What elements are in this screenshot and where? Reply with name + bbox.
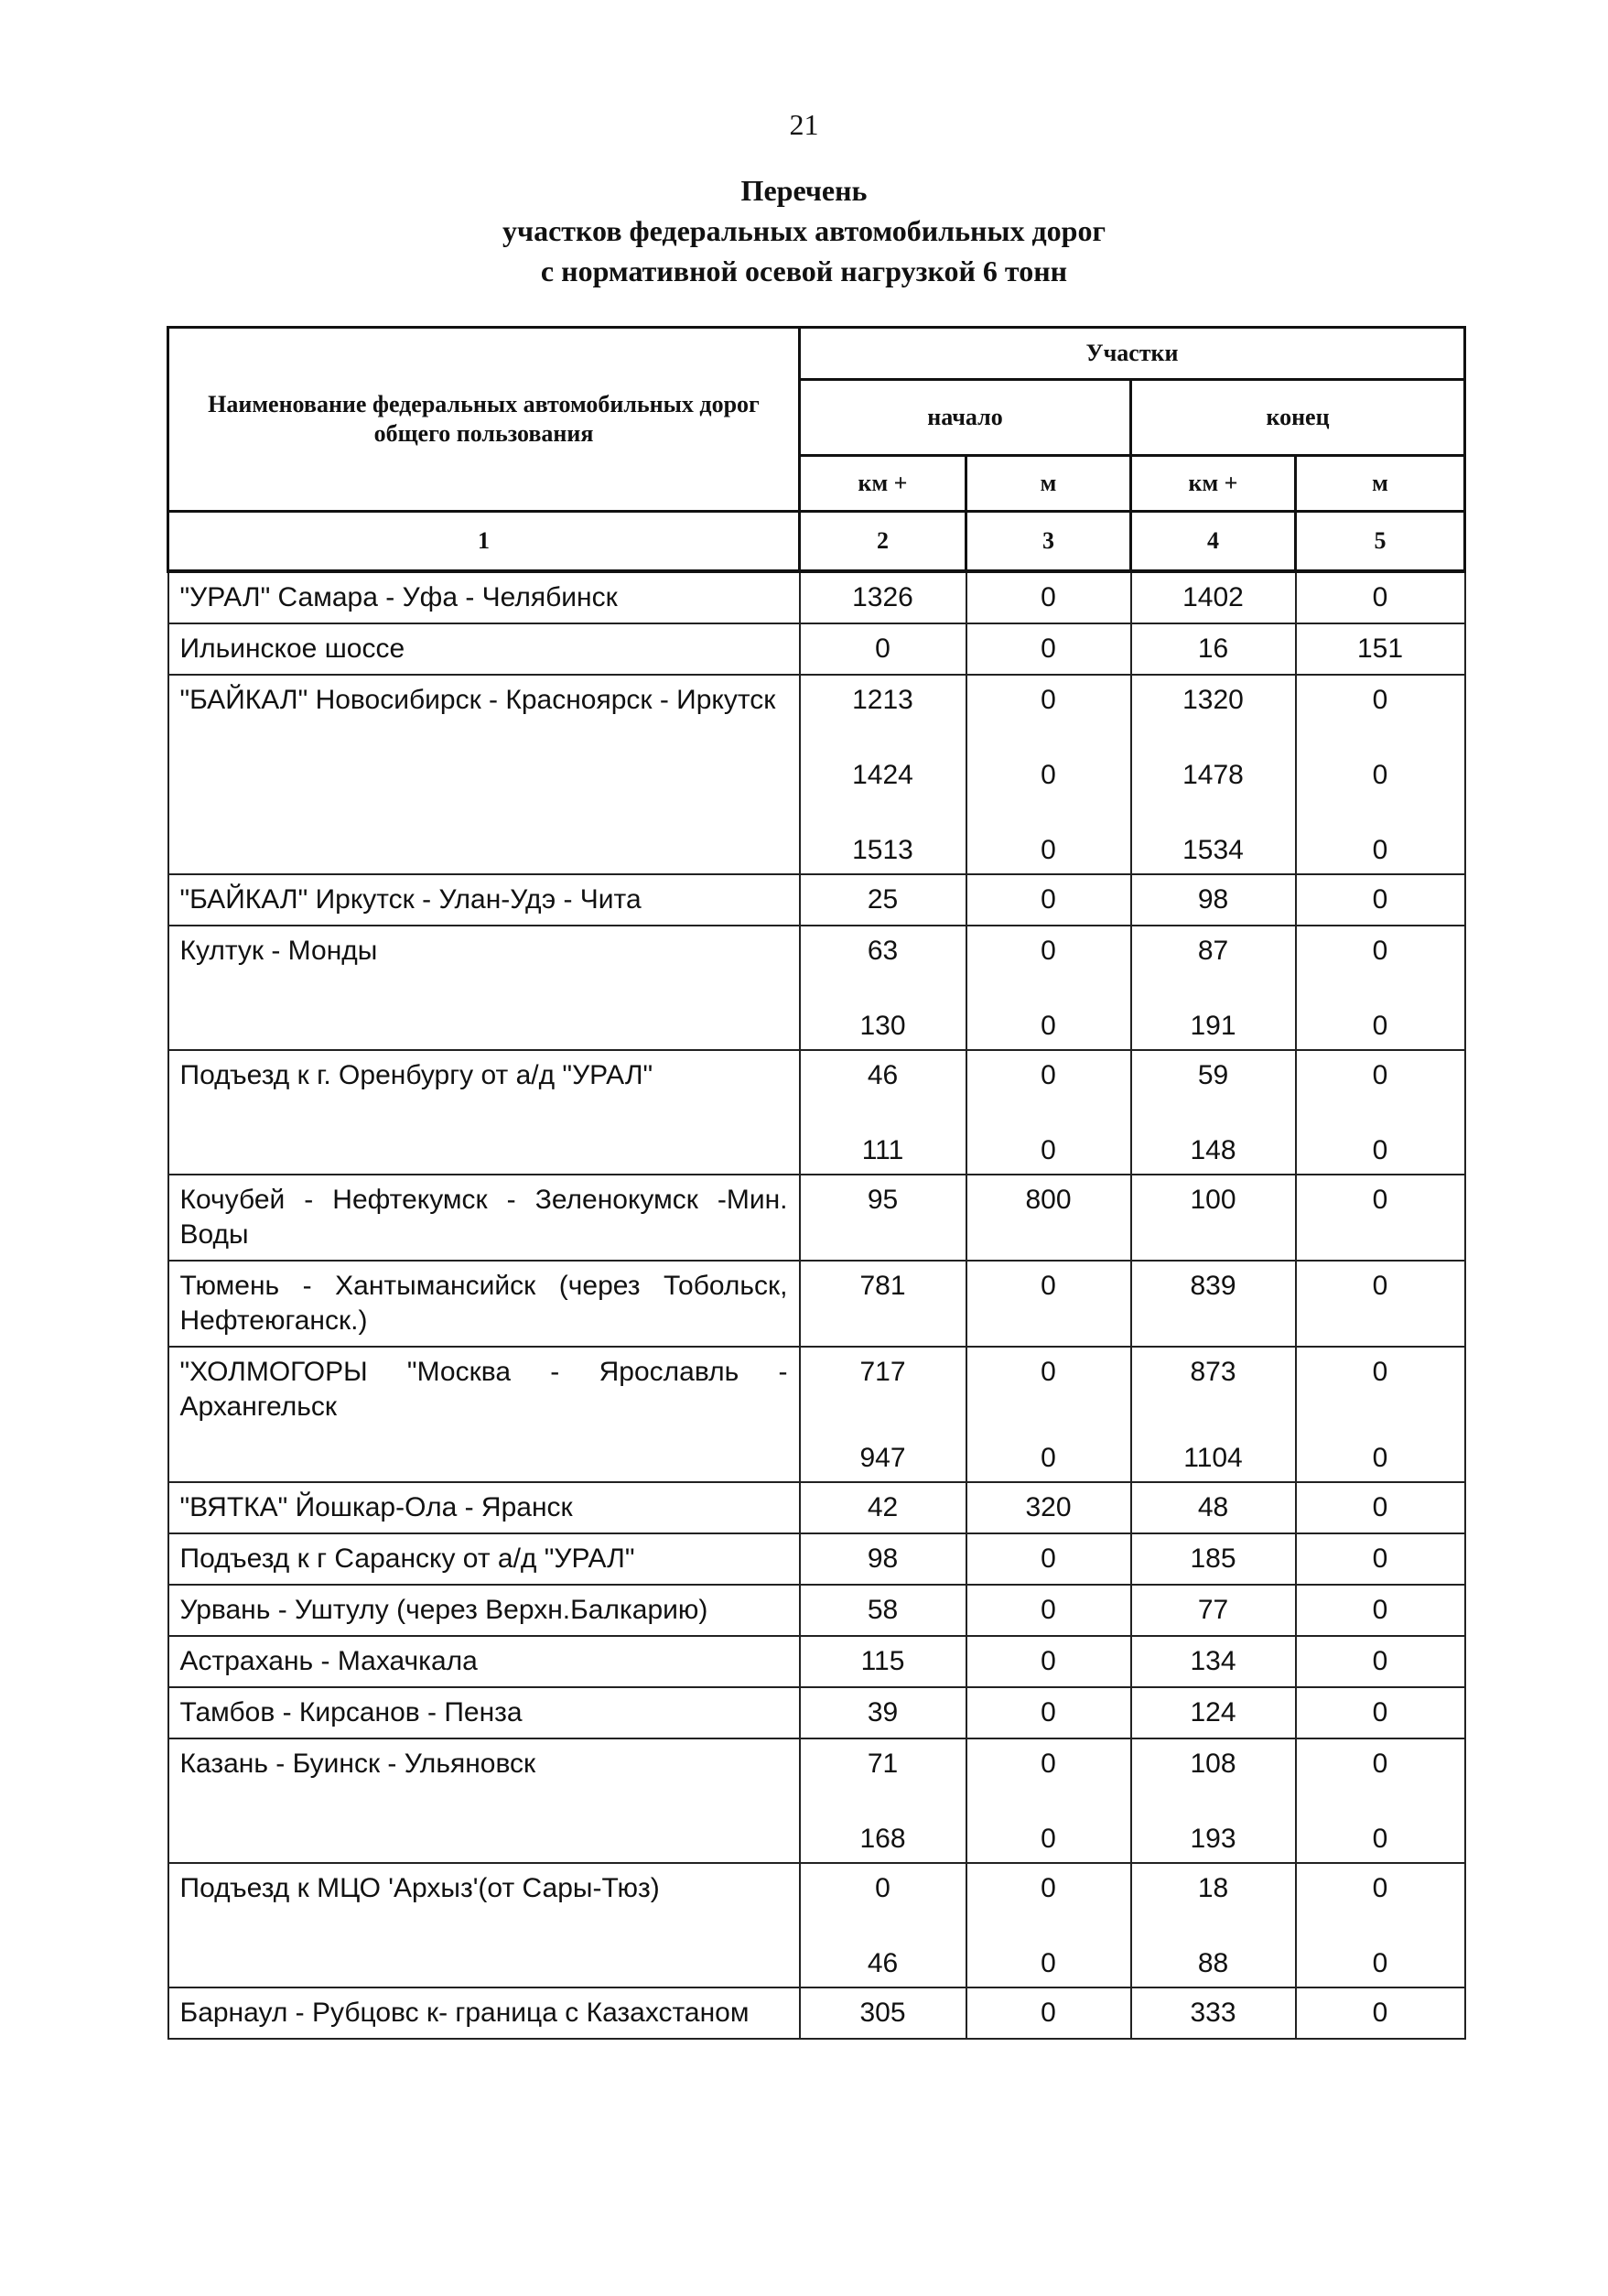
end-m-cell: 0: [1296, 1347, 1465, 1395]
table-row: [168, 675, 1465, 723]
start-m-cell: 0: [966, 1347, 1131, 1395]
start-km-cell: 0: [800, 1863, 966, 1912]
road-name-cell: Подъезд к г Саранску от а/д "УРАЛ": [168, 1533, 800, 1585]
start-m-cell: 0: [966, 723, 1131, 798]
end-km-cell: 88: [1131, 1912, 1296, 1987]
end-km-cell: 100: [1131, 1175, 1296, 1261]
table-row: [168, 1738, 1465, 1787]
road-name-cell: Култук - Монды: [168, 926, 800, 1050]
start-m-cell: 0: [966, 926, 1131, 974]
end-m-cell: 0: [1296, 1912, 1465, 1987]
header-road-name: Наименование федеральных автомобильных дорог общего пользования: [168, 328, 800, 512]
header-sections: Участки: [800, 328, 1465, 380]
end-km-cell: 124: [1131, 1687, 1296, 1738]
table-row: [168, 571, 1465, 623]
table-row: [168, 1261, 1465, 1347]
end-km-cell: 839: [1131, 1261, 1296, 1347]
table-body: [168, 571, 1465, 2039]
end-m-cell: 0: [1296, 1636, 1465, 1687]
start-m-cell: 0: [966, 1687, 1131, 1738]
end-m-cell: 0: [1296, 1987, 1465, 2039]
roads-table: [167, 326, 1466, 2040]
end-m-cell: 0: [1296, 926, 1465, 974]
road-name-cell: Тюмень - Хантымансийск (через Тобольск, Нефтеюганск.): [168, 1261, 800, 1347]
end-m-cell: 0: [1296, 1261, 1465, 1347]
road-name-cell: Урвань - Уштулу (через Верхн.Балкарию): [168, 1585, 800, 1636]
table-row: [168, 1050, 1465, 1099]
start-km-cell: 947: [800, 1395, 966, 1482]
header-start-m: м: [966, 456, 1131, 512]
start-m-cell: 0: [966, 1863, 1131, 1912]
column-number: 5: [1296, 512, 1465, 572]
end-km-cell: 193: [1131, 1787, 1296, 1863]
start-km-cell: 1424: [800, 723, 966, 798]
end-km-cell: 59: [1131, 1050, 1296, 1099]
header-start: начало: [800, 380, 1131, 456]
end-m-cell: 0: [1296, 1585, 1465, 1636]
start-m-cell: 0: [966, 1585, 1131, 1636]
end-km-cell: 18: [1131, 1863, 1296, 1912]
end-km-cell: 108: [1131, 1738, 1296, 1787]
header-end-km: км +: [1131, 456, 1296, 512]
end-km-cell: 873: [1131, 1347, 1296, 1395]
end-km-cell: 1402: [1131, 571, 1296, 623]
road-name-cell: Тамбов - Кирсанов - Пенза: [168, 1687, 800, 1738]
start-m-cell: 0: [966, 623, 1131, 675]
start-m-cell: 800: [966, 1175, 1131, 1261]
end-m-cell: 0: [1296, 1738, 1465, 1787]
road-name-cell: Подъезд к МЦО 'Архыз'(от Сары-Тюз): [168, 1863, 800, 1987]
road-name-cell: Ильинское шоссе: [168, 623, 800, 675]
start-km-cell: 63: [800, 926, 966, 974]
start-m-cell: 0: [966, 1261, 1131, 1347]
end-m-cell: 0: [1296, 798, 1465, 874]
table-row: [168, 1987, 1465, 2039]
end-m-cell: 0: [1296, 1050, 1465, 1099]
column-number: 2: [800, 512, 966, 572]
header-end-m: м: [1296, 456, 1465, 512]
header-start-km: км +: [800, 456, 966, 512]
start-km-cell: 95: [800, 1175, 966, 1261]
start-km-cell: 130: [800, 974, 966, 1050]
road-name-cell: "ХОЛМОГОРЫ "Москва - Ярославль - Архангельск: [168, 1347, 800, 1482]
end-km-cell: 1534: [1131, 798, 1296, 874]
page-number: 21: [789, 108, 819, 141]
start-km-cell: 98: [800, 1533, 966, 1585]
end-m-cell: 0: [1296, 1787, 1465, 1863]
start-km-cell: 46: [800, 1050, 966, 1099]
title-line-3: с нормативной осевой нагрузкой 6 тонн: [540, 255, 1068, 287]
end-m-cell: 0: [1296, 675, 1465, 723]
table-row: [168, 1636, 1465, 1687]
start-m-cell: 0: [966, 874, 1131, 926]
end-km-cell: 148: [1131, 1099, 1296, 1175]
title-line-1: Перечень: [740, 174, 868, 207]
column-number: 4: [1131, 512, 1296, 572]
table-row: [168, 926, 1465, 974]
end-km-cell: 1478: [1131, 723, 1296, 798]
start-km-cell: 46: [800, 1912, 966, 1987]
table-row: [168, 1585, 1465, 1636]
start-m-cell: 0: [966, 1395, 1131, 1482]
table-row: [168, 1347, 1465, 1395]
start-km-cell: 305: [800, 1987, 966, 2039]
start-km-cell: 115: [800, 1636, 966, 1687]
road-name-cell: Казань - Буинск - Ульяновск: [168, 1738, 800, 1863]
start-km-cell: 1513: [800, 798, 966, 874]
table-row: [168, 1175, 1465, 1261]
end-km-cell: 333: [1131, 1987, 1296, 2039]
start-km-cell: 717: [800, 1347, 966, 1395]
start-m-cell: 0: [966, 675, 1131, 723]
road-name-cell: "БАЙКАЛ" Иркутск - Улан-Удэ - Чита: [168, 874, 800, 926]
start-m-cell: 0: [966, 1050, 1131, 1099]
start-m-cell: 0: [966, 1787, 1131, 1863]
road-name-cell: "БАЙКАЛ" Новосибирск - Красноярск - Иркутск: [168, 675, 800, 874]
end-km-cell: 98: [1131, 874, 1296, 926]
start-km-cell: 0: [800, 623, 966, 675]
end-km-cell: 191: [1131, 974, 1296, 1050]
road-name-cell: Барнаул - Рубцовс к- граница с Казахстаном: [168, 1987, 800, 2039]
start-km-cell: 39: [800, 1687, 966, 1738]
start-m-cell: 0: [966, 1987, 1131, 2039]
start-km-cell: 111: [800, 1099, 966, 1175]
start-m-cell: 0: [966, 1533, 1131, 1585]
start-m-cell: 0: [966, 974, 1131, 1050]
road-name-cell: Кочубей - Нефтекумск - Зеленокумск -Мин. Воды: [168, 1175, 800, 1261]
start-km-cell: 42: [800, 1482, 966, 1533]
road-name-cell: "ВЯТКА" Йошкар-Ола - Яранск: [168, 1482, 800, 1533]
table-row: [168, 874, 1465, 926]
end-m-cell: 0: [1296, 874, 1465, 926]
road-name-cell: "УРАЛ" Самара - Уфа - Челябинск: [168, 571, 800, 623]
table-row: [168, 1533, 1465, 1585]
document-title: [0, 170, 1608, 291]
end-km-cell: 16: [1131, 623, 1296, 675]
title-line-2: участков федеральных автомобильных дорог: [502, 214, 1106, 247]
start-km-cell: 58: [800, 1585, 966, 1636]
start-m-cell: 0: [966, 1912, 1131, 1987]
end-km-cell: 185: [1131, 1533, 1296, 1585]
end-m-cell: 0: [1296, 1482, 1465, 1533]
end-m-cell: 0: [1296, 1099, 1465, 1175]
end-km-cell: 77: [1131, 1585, 1296, 1636]
road-name-cell: Подъезд к г. Оренбургу от а/д "УРАЛ": [168, 1050, 800, 1175]
end-m-cell: 0: [1296, 1863, 1465, 1912]
table-row: [168, 1687, 1465, 1738]
end-km-cell: 1104: [1131, 1395, 1296, 1482]
end-m-cell: 151: [1296, 623, 1465, 675]
end-km-cell: 134: [1131, 1636, 1296, 1687]
end-m-cell: 0: [1296, 723, 1465, 798]
start-km-cell: 168: [800, 1787, 966, 1863]
end-m-cell: 0: [1296, 1533, 1465, 1585]
end-m-cell: 0: [1296, 1395, 1465, 1482]
end-km-cell: 48: [1131, 1482, 1296, 1533]
start-m-cell: 0: [966, 1738, 1131, 1787]
table-row: [168, 623, 1465, 675]
start-m-cell: 320: [966, 1482, 1131, 1533]
start-km-cell: 25: [800, 874, 966, 926]
end-km-cell: 1320: [1131, 675, 1296, 723]
end-m-cell: 0: [1296, 1687, 1465, 1738]
start-m-cell: 0: [966, 571, 1131, 623]
start-km-cell: 1213: [800, 675, 966, 723]
column-number: 1: [168, 512, 800, 572]
road-name-cell: Астрахань - Махачкала: [168, 1636, 800, 1687]
table-row: [168, 1863, 1465, 1912]
start-m-cell: 0: [966, 1636, 1131, 1687]
header-end: конец: [1131, 380, 1465, 456]
end-m-cell: 0: [1296, 1175, 1465, 1261]
start-m-cell: 0: [966, 798, 1131, 874]
start-km-cell: 781: [800, 1261, 966, 1347]
column-number: 3: [966, 512, 1131, 572]
end-km-cell: 87: [1131, 926, 1296, 974]
start-km-cell: 71: [800, 1738, 966, 1787]
start-m-cell: 0: [966, 1099, 1131, 1175]
table-header: [168, 328, 1465, 572]
table-row: [168, 1482, 1465, 1533]
start-km-cell: 1326: [800, 571, 966, 623]
end-m-cell: 0: [1296, 571, 1465, 623]
end-m-cell: 0: [1296, 974, 1465, 1050]
